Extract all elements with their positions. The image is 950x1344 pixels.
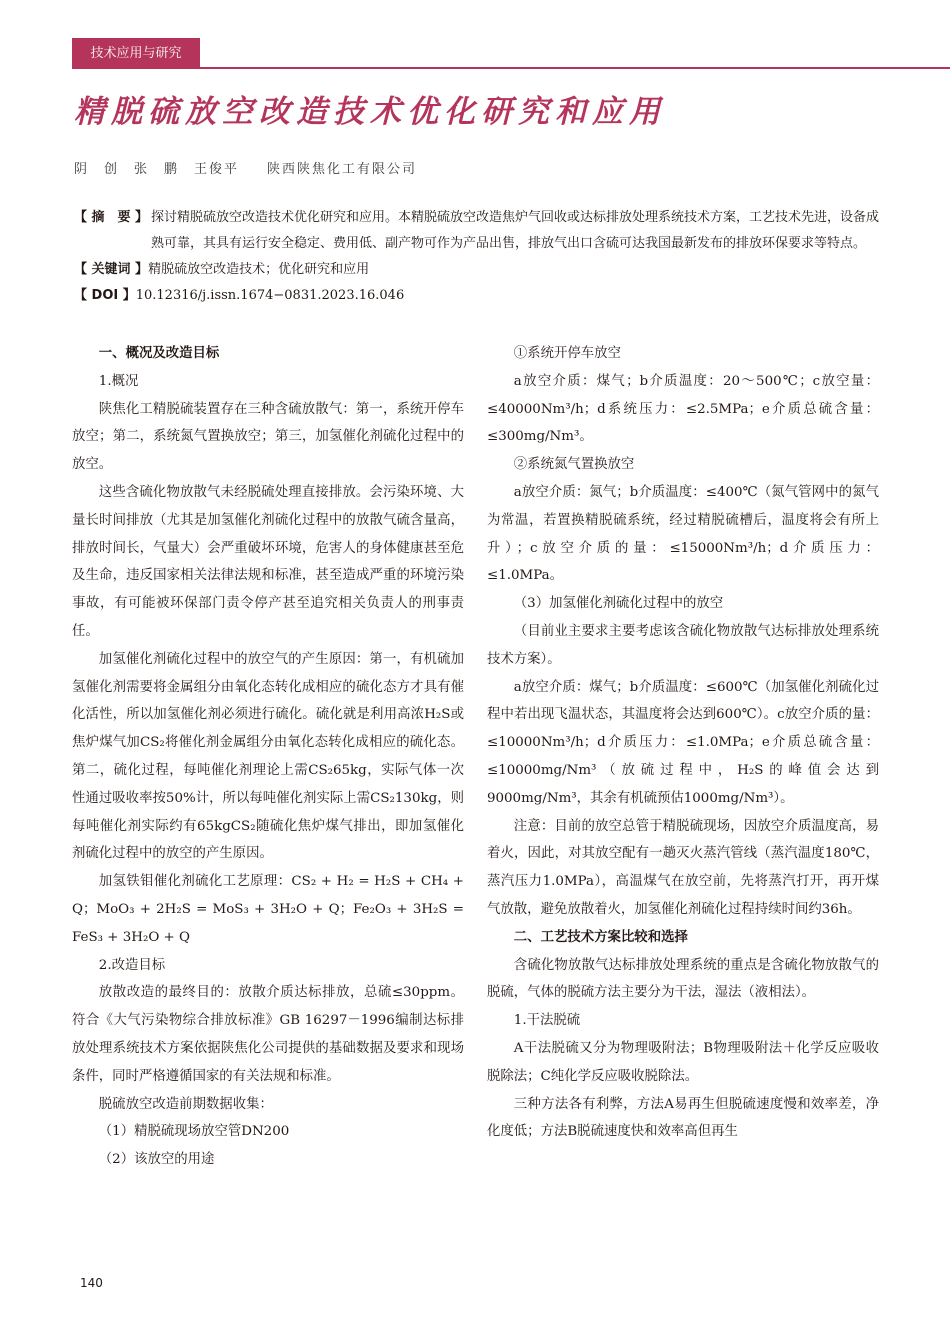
abstract-row (74, 205, 882, 257)
subsection-heading: 1.干法脱硫 (513, 1013, 581, 1029)
paragraph: a放空介质：煤气；b介质温度：≤600℃（加氢催化剂硫化过程中若出现飞温状态，其温度将会达到600℃）。c放空介质的量：≤10000Nm³/h；d介质压力：≤1.0MPa；e介质总硫含量：≤10000mg/Nm³（放硫过程中，H₂S的峰值会达到9000mg/Nm³，其余有机硫预估1000mg/Nm³）。 (487, 679, 879, 806)
authors: 阴 创 张 鹏 王俊平 (74, 162, 240, 177)
paragraph: （3）加氢催化剂硫化过程中的放空 (513, 596, 724, 612)
doi-row (74, 283, 882, 309)
paragraph: A干法脱硫又分为物理吸附法；B物理吸附法＋化学反应吸收脱除法；C纯化学反应吸收脱除法。 (487, 1040, 879, 1084)
abstract-label: 【 摘 要 】 (74, 210, 149, 225)
subsection-heading: 1.概况 (98, 373, 139, 389)
section-heading: 二、工艺技术方案比较和选择 (513, 929, 688, 945)
abstract-block (74, 205, 882, 309)
paragraph: （1）精脱硫现场放空管DN200 (98, 1124, 290, 1140)
section-heading: 一、概况及改造目标 (98, 346, 220, 361)
paragraph: 加氢铁钼催化剂硫化工艺原理：CS₂ + H₂ = H₂S + CH₄ + Q；MoO₃ + 2H₂S = MoS₃ + 3H₂O + Q；Fe₂O₃ + 3H₂S = FeS₃ + 3H₂O + Q (72, 874, 464, 945)
right-column (487, 340, 879, 1146)
abstract-text: 探讨精脱硫放空改造技术优化研究和应用。本精脱硫放空改造焦炉气回收或达标排放处理系统技术方案，工艺技术先进，设备成熟可靠，其具有运行安全稳定、费用低、副产物可作为产品出售，排放气出口含硫可达我国最新发布的排放环保要求等特点。 (151, 210, 880, 251)
organization: 陕西陕焦化工有限公司 (267, 162, 418, 177)
doi-label: 【 DOI 】 (74, 288, 136, 303)
paragraph: 含硫化物放散气达标排放处理系统的重点是含硫化物放散气的脱硫，气体的脱硫方法主要分为干法，湿法（液相法）。 (487, 957, 879, 1001)
paragraph: a放空介质：煤气；b介质温度：20～500℃；c放空量：≤40000Nm³/h；d系统压力：≤2.5MPa；e介质总硫含量：≤300mg/Nm³。 (487, 373, 879, 445)
paragraph: 脱硫放空改造前期数据收集： (98, 1096, 273, 1112)
paragraph: 三种方法各有利弊，方法A易再生但脱硫速度慢和效率差，净化度低；方法B脱硫速度快和效率高但再生 (487, 1096, 879, 1140)
left-column (72, 340, 464, 1174)
paragraph: （目前业主要求主要考虑该含硫化物放散气达标排放处理系统技术方案）。 (487, 623, 879, 667)
article-title: 精脱硫放空改造技术优化研究和应用 (74, 94, 666, 130)
subsection-heading: 2.改造目标 (98, 957, 166, 973)
keywords-label: 【 关键词 】 (74, 262, 149, 277)
paragraph: ①系统开停车放空 (513, 346, 621, 361)
paragraph: （2）该放空的用途 (98, 1152, 215, 1168)
paragraph: 加氢催化剂硫化过程中的放空气的产生原因：第一，有机硫加氢催化剂需要将金属组分由氧化态转化成相应的硫化态方才具有催化活性，所以加氢催化剂必须进行硫化。硫化就是利用高浓H₂S或焦炉煤气加CS₂将催化剂金属组分由氧化态转化成相应的硫化态。第二，硫化过程，每吨催化剂理论上需CS₂65kg，实际气体一次性通过吸收率按50%计，所以每吨催化剂实际上需CS₂130kg，则每吨催化剂实际约有65kgCS₂随硫化焦炉煤气排出，即加氢催化剂硫化过程中的放空的产生原因。 (72, 651, 464, 862)
paragraph: ②系统氮气置换放空 (513, 457, 635, 473)
paragraph: 注意：目前的放空总管于精脱硫现场，因放空介质温度高，易着火，因此，对其放空配有一趟灭火蒸汽管线（蒸汽温度180℃，蒸汽压力1.0MPa），高温煤气在放空前，先将蒸汽打开，再开煤气放散，避免放散着火，加氢催化剂硫化过程持续时间约36h。 (487, 818, 879, 917)
header-rule (72, 67, 950, 69)
section-tab: 技术应用与研究 (72, 38, 200, 69)
doi-text: 10.12316/j.issn.1674−0831.2023.16.046 (135, 288, 405, 303)
paragraph: 这些含硫化物放散气未经脱硫处理直接排放。会污染环境、大量长时间排放（尤其是加氢催化剂硫化过程中的放散气硫含量高，排放时间长，气量大）会严重破坏环境，危害人的身体健康甚至危及生命，违反国家相关法律法规和标准，甚至造成严重的环境污染事故，有可能被环保部门责令停产甚至追究相关负责人的刑事责任。 (72, 484, 464, 639)
keywords-row (74, 257, 882, 283)
page-number: 140 (80, 1276, 103, 1290)
paragraph: 放散改造的最终目的：放散介质达标排放，总硫≤30ppm。符合《大气污染物综合排放标准》GB 16297－1996编制达标排放处理系统技术方案依据陕焦化公司提供的基础数据及要求和现场条件，同时严格遵循国家的有关法规和标准。 (72, 985, 464, 1084)
paragraph: a放空介质：氮气；b介质温度：≤400℃（氮气管网中的氮气为常温，若置换精脱硫系统，经过精脱硫槽后，温度将会有所上升）；c放空介质的量：≤15000Nm³/h；d介质压力：≤1.0MPa。 (487, 484, 879, 584)
paragraph: 陕焦化工精脱硫装置存在三种含硫放散气：第一，系统开停车放空；第二，系统氮气置换放空；第三，加氢催化剂硫化过程中的放空。 (72, 401, 464, 473)
keywords-text: 精脱硫放空改造技术；优化研究和应用 (148, 262, 370, 277)
author-line (74, 158, 417, 177)
